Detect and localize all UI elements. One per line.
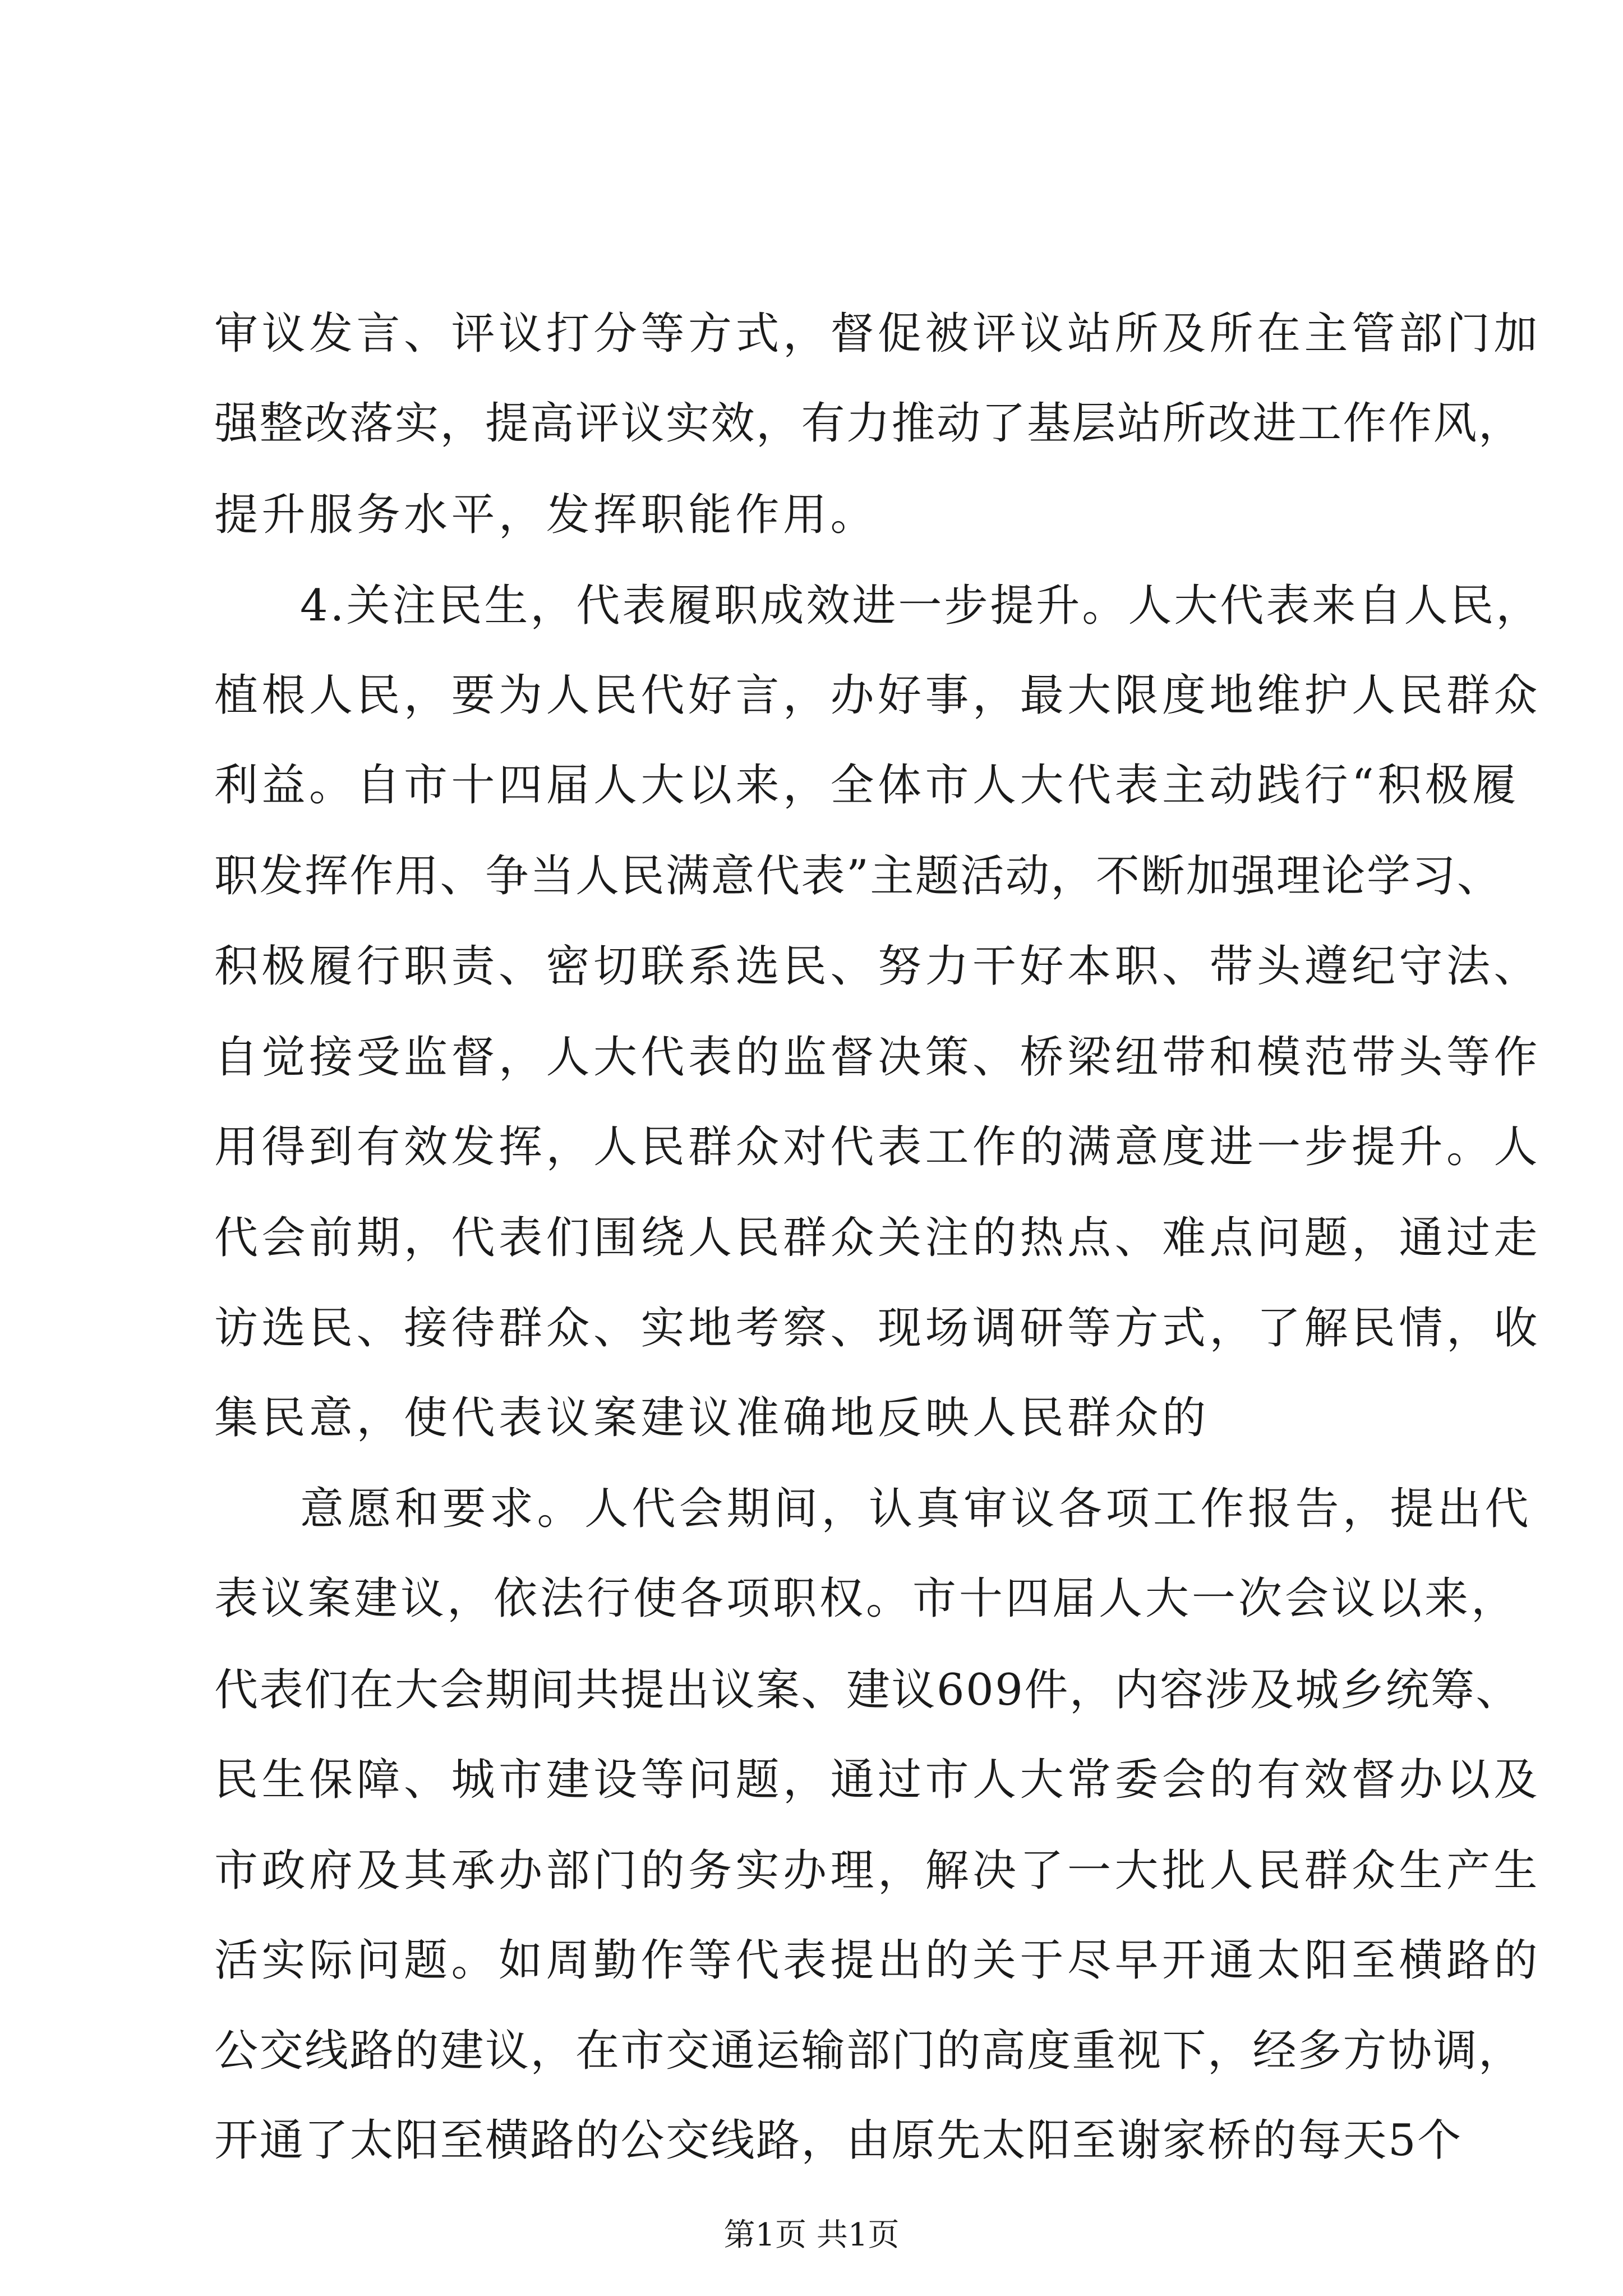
text-line-7-content: 职发挥作用、争当人民满意代表”主题活动，不断加强理论学习、 <box>214 851 1502 901</box>
text-line-21-visible <box>0 2113 1623 2169</box>
text-line-2 <box>0 395 1623 452</box>
text-line-20 <box>0 2023 1623 2079</box>
text-line-9-content: 自觉接受监督，人大代表的监督决策、桥梁纽带和模范带头等作 <box>214 1032 1542 1083</box>
text-line-11-content: 代会前期，代表们围绕人民群众关注的热点、难点问题，通过走 <box>214 1213 1542 1263</box>
text-line-4-content: 4.关注民生，代表履职成效进一步提升。人大代表来自人民， <box>300 581 1542 631</box>
text-line-6 <box>0 757 1623 813</box>
text-line-13 <box>0 1390 1623 1446</box>
text-line-17 <box>0 1752 1623 1808</box>
text-line-10-content: 用得到有效发挥，人民群众对代表工作的满意度进一步提升。人 <box>214 1122 1542 1172</box>
text-line-12 <box>0 1300 1623 1356</box>
text-line-3-content: 提升服务水平，发挥职能作用。 <box>214 490 878 540</box>
text-line-17-content: 民生保障、城市建设等问题，通过市人大常委会的有效督办以及 <box>214 1755 1542 1805</box>
text-line-15-content: 表议案建议，依法行使各项职权。市十四届人大一次会议以来， <box>214 1573 1518 1624</box>
text-line-13-content: 集民意，使代表议案建议准确地反映人民群众的 <box>214 1393 1210 1443</box>
text-line-4 <box>0 578 1623 634</box>
text-line-19 <box>0 1932 1623 1989</box>
text-line-18-content: 市政府及其承办部门的务实办理，解决了一大批人民群众生产生 <box>214 1846 1542 1896</box>
text-line-1 <box>0 306 1623 362</box>
text-line-7 <box>0 848 1623 904</box>
text-line-5 <box>0 668 1623 724</box>
page-number: 第1页 共1页 <box>723 2217 900 2253</box>
text-line-14-content: 意愿和要求。人代会期间，认真审议各项工作报告，提出代 <box>300 1484 1533 1534</box>
text-line-5-content: 植根人民，要为人民代好言，办好事，最大限度地维护人民群众 <box>214 670 1542 721</box>
text-line-3 <box>0 487 1623 543</box>
text-line-19-content: 活实际问题。如周勤作等代表提出的关于尽早开通太阳至横路的 <box>214 1935 1542 1986</box>
text-line-20-content: 公交线路的建议，在市交通运输部门的高度重视下，经多方协调， <box>214 2026 1524 2076</box>
text-line-15 <box>0 1571 1623 1627</box>
text-line-16 <box>0 1662 1623 1718</box>
text-line-6-content: 利益。自市十四届人大以来，全体市人大代表主动践行“积极履 <box>214 760 1520 811</box>
text-line-12-content: 访选民、接待群众、实地考察、现场调研等方式，了解民情，收 <box>214 1303 1542 1354</box>
text-line-2-content: 强整改落实，提高评议实效，有力推动了基层站所改进工作作风， <box>214 398 1524 449</box>
text-line-9 <box>0 1029 1623 1085</box>
text-line-1-content: 审议发言、评议打分等方式，督促被评议站所及所在主管部门加 <box>214 309 1542 359</box>
text-line-10 <box>0 1119 1623 1175</box>
text-line-11 <box>0 1210 1623 1266</box>
text-line-18 <box>0 1843 1623 1899</box>
page-footer <box>0 2216 1623 2255</box>
text-line-14 <box>0 1481 1623 1537</box>
text-line-16-content: 代表们在大会期间共提出议案、建议609件，内容涉及城乡统筹、 <box>214 1665 1521 1715</box>
text-line-8-content: 积极履行职责、密切联系选民、努力干好本职、带头遵纪守法、 <box>214 941 1542 992</box>
text-line-8 <box>0 938 1623 995</box>
text-line-21-content: 开通了太阳至横路的公交线路，由原先太阳至谢家桥的每天5个 <box>214 2115 1463 2166</box>
